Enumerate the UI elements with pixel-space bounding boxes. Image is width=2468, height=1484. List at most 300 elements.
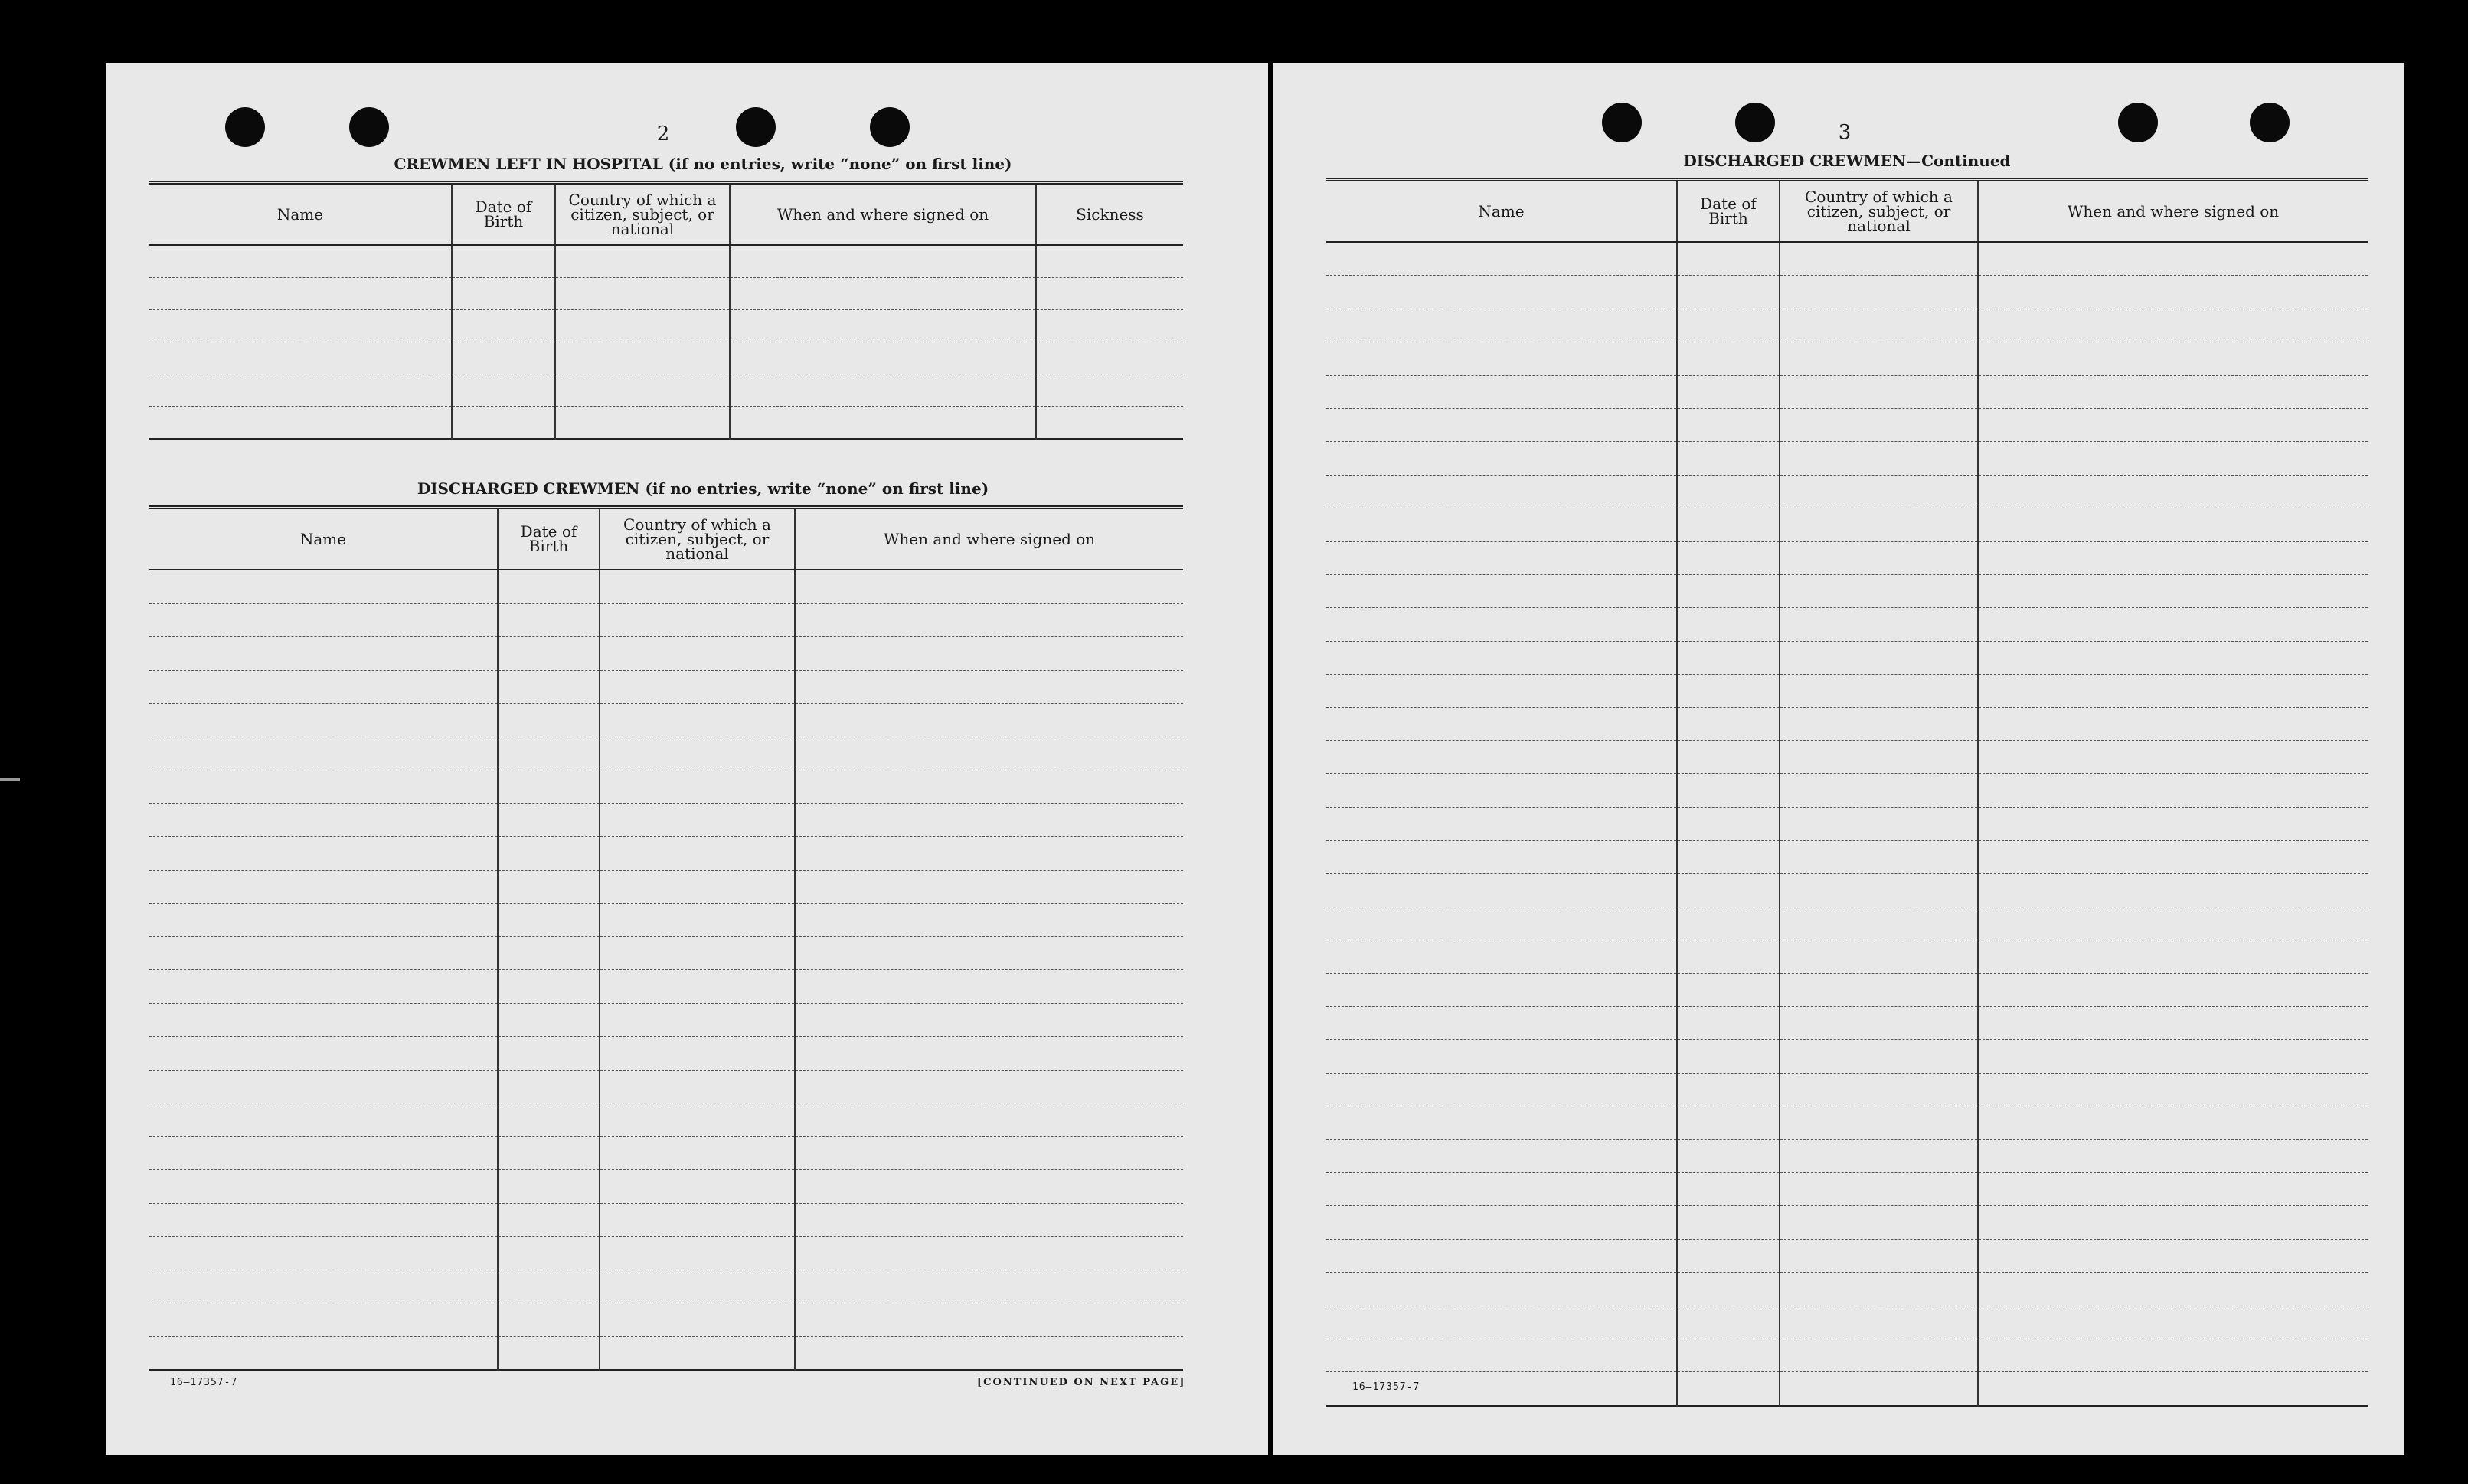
blank-entry-cell — [1326, 1239, 1677, 1272]
blank-entry-cell — [1677, 276, 1780, 309]
blank-entry-cell — [600, 1103, 795, 1137]
blank-entry-cell — [795, 570, 1183, 603]
hospital-section-title — [221, 155, 1185, 173]
blank-entry-cell — [498, 1170, 600, 1204]
blank-entry-cell — [1780, 907, 1978, 940]
blank-entry-cell — [1978, 1372, 2368, 1406]
blank-entry-cell — [555, 278, 730, 310]
blank-entry-cell — [149, 870, 498, 904]
blank-entry-cell — [1978, 1239, 2368, 1272]
blank-entry-cell — [795, 936, 1183, 970]
blank-entry-cell — [795, 1303, 1183, 1337]
blank-entry-cell — [1326, 675, 1677, 708]
blank-entry-cell — [1677, 508, 1780, 541]
blank-entry-cell — [149, 904, 498, 937]
blank-entry-cell — [149, 936, 498, 970]
table-row — [149, 936, 1183, 970]
blank-entry-cell — [149, 1303, 498, 1337]
blank-entry-cell — [149, 637, 498, 671]
blank-entry-cell — [600, 1237, 795, 1270]
table-row — [149, 704, 1183, 737]
blank-entry-cell — [498, 570, 600, 603]
blank-entry-cell — [555, 310, 730, 342]
blank-entry-cell — [1780, 708, 1978, 740]
blank-entry-cell — [452, 310, 555, 342]
blank-entry-cell — [1326, 940, 1677, 973]
blank-entry-cell — [600, 837, 795, 871]
column-header-date-of-birth: Date of Birth — [1677, 180, 1780, 243]
blank-entry-cell — [1780, 1273, 1978, 1306]
blank-entry-cell — [149, 374, 452, 407]
blank-entry-cell — [1978, 375, 2368, 408]
right-page — [1273, 63, 2404, 1455]
punch-hole — [225, 107, 265, 147]
blank-entry-cell — [1780, 973, 1978, 1006]
blank-entry-cell — [1780, 1239, 1978, 1272]
table-row — [1326, 874, 2368, 907]
blank-entry-cell — [149, 1103, 498, 1137]
blank-entry-cell — [1677, 675, 1780, 708]
blank-entry-cell — [600, 870, 795, 904]
table-row — [149, 837, 1183, 871]
table-row — [1326, 708, 2368, 740]
blank-entry-cell — [1677, 807, 1780, 840]
table-row — [1326, 1239, 2368, 1272]
blank-entry-cell — [1677, 1372, 1780, 1406]
blank-entry-cell — [1036, 245, 1183, 278]
blank-entry-cell — [1326, 1273, 1677, 1306]
table-row — [1326, 807, 2368, 840]
blank-entry-cell — [600, 704, 795, 737]
blank-entry-cell — [1036, 310, 1183, 342]
blank-entry-cell — [498, 1336, 600, 1370]
table-row — [1326, 309, 2368, 342]
table-header-row — [1326, 180, 2368, 243]
discharged-title-text: DISCHARGED CREWMEN — [417, 479, 640, 498]
blank-entry-cell — [1780, 1372, 1978, 1406]
blank-entry-cell — [1780, 475, 1978, 508]
blank-entry-cell — [1780, 408, 1978, 441]
discharged-table — [149, 505, 1183, 1371]
blank-entry-cell — [1677, 1239, 1780, 1272]
blank-entry-cell — [1326, 1306, 1677, 1339]
blank-entry-cell — [498, 1270, 600, 1303]
form-code: 16—17357-7 — [1352, 1381, 1420, 1393]
blank-entry-cell — [498, 1203, 600, 1237]
blank-entry-cell — [1780, 342, 1978, 375]
blank-entry-cell — [1677, 541, 1780, 574]
blank-entry-cell — [1978, 508, 2368, 541]
blank-entry-cell — [795, 1170, 1183, 1204]
blank-entry-cell — [1978, 973, 2368, 1006]
blank-entry-cell — [1677, 907, 1780, 940]
table-row — [1326, 973, 2368, 1006]
blank-entry-cell — [498, 1303, 600, 1337]
blank-entry-cell — [1677, 874, 1780, 907]
table-row — [1326, 1106, 2368, 1139]
blank-entry-cell — [555, 374, 730, 407]
blank-entry-cell — [600, 904, 795, 937]
blank-entry-cell — [600, 737, 795, 770]
scan-edge-mark — [0, 778, 20, 781]
table-row — [1326, 541, 2368, 574]
blank-entry-cell — [149, 704, 498, 737]
blank-entry-cell — [149, 1070, 498, 1103]
table-row — [149, 407, 1183, 440]
table-row — [149, 637, 1183, 671]
page-number: 2 — [656, 123, 670, 145]
column-header-country: Country of which a citizen, subject, or national — [1780, 180, 1978, 243]
blank-entry-cell — [1780, 508, 1978, 541]
blank-entry-cell — [149, 803, 498, 837]
blank-entry-cell — [1780, 940, 1978, 973]
blank-entry-cell — [600, 970, 795, 1004]
blank-entry-cell — [1326, 375, 1677, 408]
blank-entry-cell — [1036, 278, 1183, 310]
table-row — [1326, 342, 2368, 375]
table-row — [149, 603, 1183, 637]
blank-entry-cell — [600, 1136, 795, 1170]
table-row — [1326, 841, 2368, 874]
blank-entry-cell — [149, 1136, 498, 1170]
blank-entry-cell — [795, 1203, 1183, 1237]
blank-entry-cell — [1978, 1339, 2368, 1371]
blank-entry-cell — [1978, 1073, 2368, 1106]
blank-entry-cell — [1978, 841, 2368, 874]
blank-entry-cell — [795, 770, 1183, 804]
blank-entry-cell — [795, 904, 1183, 937]
blank-entry-cell — [149, 970, 498, 1004]
blank-entry-cell — [149, 1003, 498, 1037]
table-row — [149, 342, 1183, 374]
blank-entry-cell — [1780, 1106, 1978, 1139]
blank-entry-cell — [600, 670, 795, 704]
table-row — [149, 1270, 1183, 1303]
table-row — [149, 570, 1183, 603]
table-row — [1326, 375, 2368, 408]
table-row — [149, 1336, 1183, 1370]
blank-entry-cell — [600, 1070, 795, 1103]
blank-entry-cell — [452, 245, 555, 278]
blank-entry-cell — [1326, 276, 1677, 309]
blank-entry-cell — [1677, 1306, 1780, 1339]
blank-entry-cell — [1978, 1206, 2368, 1239]
blank-entry-cell — [1780, 1073, 1978, 1106]
punch-hole — [349, 107, 389, 147]
blank-entry-cell — [1978, 940, 2368, 973]
blank-entry-cell — [1978, 807, 2368, 840]
blank-entry-cell — [1978, 574, 2368, 607]
blank-entry-cell — [1326, 1073, 1677, 1106]
blank-entry-cell — [1677, 973, 1780, 1006]
blank-entry-cell — [795, 803, 1183, 837]
blank-entry-cell — [498, 803, 600, 837]
table-header-row — [149, 508, 1183, 570]
table-row — [1326, 574, 2368, 607]
table-row — [1326, 740, 2368, 773]
blank-entry-cell — [452, 278, 555, 310]
blank-entry-cell — [498, 704, 600, 737]
blank-entry-cell — [1978, 1172, 2368, 1205]
table-row — [149, 1170, 1183, 1204]
blank-entry-cell — [730, 407, 1036, 440]
table-row — [149, 245, 1183, 278]
blank-entry-cell — [1677, 841, 1780, 874]
blank-entry-cell — [1677, 940, 1780, 973]
blank-entry-cell — [149, 837, 498, 871]
blank-entry-cell — [1677, 1106, 1780, 1139]
table-row — [149, 1303, 1183, 1337]
blank-entry-cell — [498, 1070, 600, 1103]
hospital-table — [149, 181, 1183, 440]
blank-entry-cell — [1978, 309, 2368, 342]
table-row — [1326, 608, 2368, 641]
blank-entry-cell — [795, 1103, 1183, 1137]
blank-entry-cell — [795, 737, 1183, 770]
blank-entry-cell — [600, 1203, 795, 1237]
blank-entry-cell — [600, 1003, 795, 1037]
blank-entry-cell — [149, 1270, 498, 1303]
blank-entry-cell — [1978, 1106, 2368, 1139]
column-header-name: Name — [149, 508, 498, 570]
table-row — [149, 904, 1183, 937]
blank-entry-cell — [1780, 874, 1978, 907]
blank-entry-cell — [1978, 442, 2368, 475]
blank-entry-cell — [1780, 242, 1978, 276]
blank-entry-cell — [555, 342, 730, 374]
blank-entry-cell — [1780, 608, 1978, 641]
blank-entry-cell — [1780, 1040, 1978, 1073]
column-header-name: Name — [1326, 180, 1677, 243]
table-row — [149, 1103, 1183, 1137]
blank-entry-cell — [1326, 1040, 1677, 1073]
form-code: 16—17357-7 — [170, 1377, 238, 1388]
blank-entry-cell — [1326, 508, 1677, 541]
column-header-country: Country of which a citizen, subject, or national — [600, 508, 795, 570]
table-row — [149, 737, 1183, 770]
table-row — [1326, 1206, 2368, 1239]
blank-entry-cell — [1677, 475, 1780, 508]
table-row — [1326, 1006, 2368, 1039]
blank-entry-cell — [1677, 1139, 1780, 1172]
blank-entry-cell — [600, 637, 795, 671]
blank-entry-cell — [1326, 841, 1677, 874]
table-row — [149, 870, 1183, 904]
blank-entry-cell — [600, 1303, 795, 1337]
blank-entry-cell — [1326, 740, 1677, 773]
blank-entry-cell — [1780, 641, 1978, 674]
blank-entry-cell — [1326, 1339, 1677, 1371]
blank-entry-cell — [1326, 342, 1677, 375]
blank-entry-cell — [1978, 641, 2368, 674]
blank-entry-cell — [795, 1003, 1183, 1037]
blank-entry-cell — [1978, 708, 2368, 740]
continued-note: [CONTINUED ON NEXT PAGE] — [977, 1377, 1186, 1388]
hospital-title-text: CREWMEN LEFT IN HOSPITAL — [394, 155, 663, 173]
blank-entry-cell — [1978, 1273, 2368, 1306]
punch-hole — [736, 107, 776, 147]
table-row — [1326, 907, 2368, 940]
blank-entry-cell — [1677, 708, 1780, 740]
blank-entry-cell — [730, 342, 1036, 374]
blank-entry-cell — [1780, 1172, 1978, 1205]
blank-entry-cell — [1326, 408, 1677, 441]
blank-entry-cell — [1780, 276, 1978, 309]
blank-entry-cell — [1780, 309, 1978, 342]
blank-entry-cell — [1978, 1040, 2368, 1073]
blank-entry-cell — [452, 374, 555, 407]
blank-entry-cell — [1677, 1172, 1780, 1205]
blank-entry-cell — [1978, 276, 2368, 309]
blank-entry-cell — [498, 737, 600, 770]
table-row — [1326, 1073, 2368, 1106]
blank-entry-cell — [1326, 708, 1677, 740]
column-header-name: Name — [149, 183, 452, 246]
blank-entry-cell — [498, 670, 600, 704]
table-row — [149, 1203, 1183, 1237]
blank-entry-cell — [1780, 807, 1978, 840]
blank-entry-cell — [1780, 1339, 1978, 1371]
blank-entry-cell — [1780, 740, 1978, 773]
left-page — [106, 63, 1268, 1455]
blank-entry-cell — [1677, 408, 1780, 441]
blank-entry-cell — [730, 374, 1036, 407]
blank-entry-cell — [1326, 1139, 1677, 1172]
blank-entry-cell — [498, 1237, 600, 1270]
blank-entry-cell — [149, 603, 498, 637]
blank-entry-cell — [452, 407, 555, 440]
blank-entry-cell — [1677, 1273, 1780, 1306]
blank-entry-cell — [600, 1270, 795, 1303]
blank-entry-cell — [1677, 309, 1780, 342]
table-row — [149, 1037, 1183, 1071]
blank-entry-cell — [795, 970, 1183, 1004]
punch-hole — [2118, 103, 2158, 142]
blank-entry-cell — [1780, 1206, 1978, 1239]
table-row — [1326, 641, 2368, 674]
blank-entry-cell — [1326, 907, 1677, 940]
table-header-row — [149, 183, 1183, 246]
blank-entry-cell — [1326, 1006, 1677, 1039]
blank-entry-cell — [1780, 841, 1978, 874]
blank-entry-cell — [1978, 1306, 2368, 1339]
blank-entry-cell — [1978, 475, 2368, 508]
blank-entry-cell — [1677, 1006, 1780, 1039]
table-row — [149, 374, 1183, 407]
blank-entry-cell — [1780, 442, 1978, 475]
blank-entry-cell — [149, 407, 452, 440]
table-row — [1326, 276, 2368, 309]
blank-entry-cell — [498, 603, 600, 637]
column-header-sickness: Sickness — [1036, 183, 1183, 246]
blank-entry-cell — [149, 670, 498, 704]
punch-hole — [2250, 103, 2290, 142]
blank-entry-cell — [149, 1203, 498, 1237]
blank-entry-cell — [555, 245, 730, 278]
blank-entry-cell — [1978, 1006, 2368, 1039]
blank-entry-cell — [795, 837, 1183, 871]
blank-entry-cell — [498, 936, 600, 970]
blank-entry-cell — [795, 1136, 1183, 1170]
blank-entry-cell — [1326, 475, 1677, 508]
blank-entry-cell — [1677, 1206, 1780, 1239]
blank-entry-cell — [600, 603, 795, 637]
blank-entry-cell — [795, 870, 1183, 904]
blank-entry-cell — [600, 1037, 795, 1071]
blank-entry-cell — [1326, 442, 1677, 475]
blank-entry-cell — [1677, 608, 1780, 641]
table-row — [1326, 442, 2368, 475]
blank-entry-cell — [1978, 774, 2368, 807]
blank-entry-cell — [149, 1170, 498, 1204]
blank-entry-cell — [498, 770, 600, 804]
blank-entry-cell — [498, 1037, 600, 1071]
discharged-title-note: (if no entries, write “none” on first line) — [645, 479, 989, 498]
column-header-signed-on: When and where signed on — [795, 508, 1183, 570]
table-row — [149, 770, 1183, 804]
blank-entry-cell — [498, 904, 600, 937]
table-row — [1326, 774, 2368, 807]
blank-entry-cell — [498, 970, 600, 1004]
blank-entry-cell — [795, 670, 1183, 704]
blank-entry-cell — [795, 1270, 1183, 1303]
blank-entry-cell — [149, 770, 498, 804]
blank-entry-cell — [1780, 574, 1978, 607]
blank-entry-cell — [149, 245, 452, 278]
table-row — [1326, 508, 2368, 541]
blank-entry-cell — [555, 407, 730, 440]
blank-entry-cell — [1677, 242, 1780, 276]
blank-entry-cell — [1677, 774, 1780, 807]
punch-hole — [870, 107, 910, 147]
blank-entry-cell — [149, 278, 452, 310]
table-row — [149, 1136, 1183, 1170]
blank-entry-cell — [1677, 442, 1780, 475]
blank-entry-cell — [1978, 342, 2368, 375]
blank-entry-cell — [149, 737, 498, 770]
blank-entry-cell — [1780, 1306, 1978, 1339]
table-row — [149, 970, 1183, 1004]
blank-entry-cell — [498, 637, 600, 671]
blank-entry-cell — [498, 1103, 600, 1137]
blank-entry-cell — [795, 637, 1183, 671]
hospital-title-note: (if no entries, write “none” on first line) — [668, 155, 1012, 173]
table-row — [1326, 1372, 2368, 1406]
blank-entry-cell — [1978, 541, 2368, 574]
table-row — [149, 803, 1183, 837]
blank-entry-cell — [795, 1037, 1183, 1071]
blank-entry-cell — [1677, 641, 1780, 674]
discharged-continued-table — [1326, 178, 2368, 1407]
blank-entry-cell — [600, 770, 795, 804]
blank-entry-cell — [1978, 874, 2368, 907]
blank-entry-cell — [730, 278, 1036, 310]
blank-entry-cell — [1780, 675, 1978, 708]
table-row — [1326, 1172, 2368, 1205]
column-header-date-of-birth: Date of Birth — [452, 183, 555, 246]
column-header-signed-on: When and where signed on — [1978, 180, 2368, 243]
table-row — [1326, 1273, 2368, 1306]
blank-entry-cell — [600, 803, 795, 837]
table-row — [1326, 675, 2368, 708]
discharged-continued-title: DISCHARGED CREWMEN—Continued — [1683, 152, 2011, 170]
blank-entry-cell — [1326, 1106, 1677, 1139]
page-number: 3 — [1838, 121, 1852, 144]
blank-entry-cell — [795, 603, 1183, 637]
blank-entry-cell — [1978, 740, 2368, 773]
blank-entry-cell — [149, 1237, 498, 1270]
blank-entry-cell — [1036, 374, 1183, 407]
